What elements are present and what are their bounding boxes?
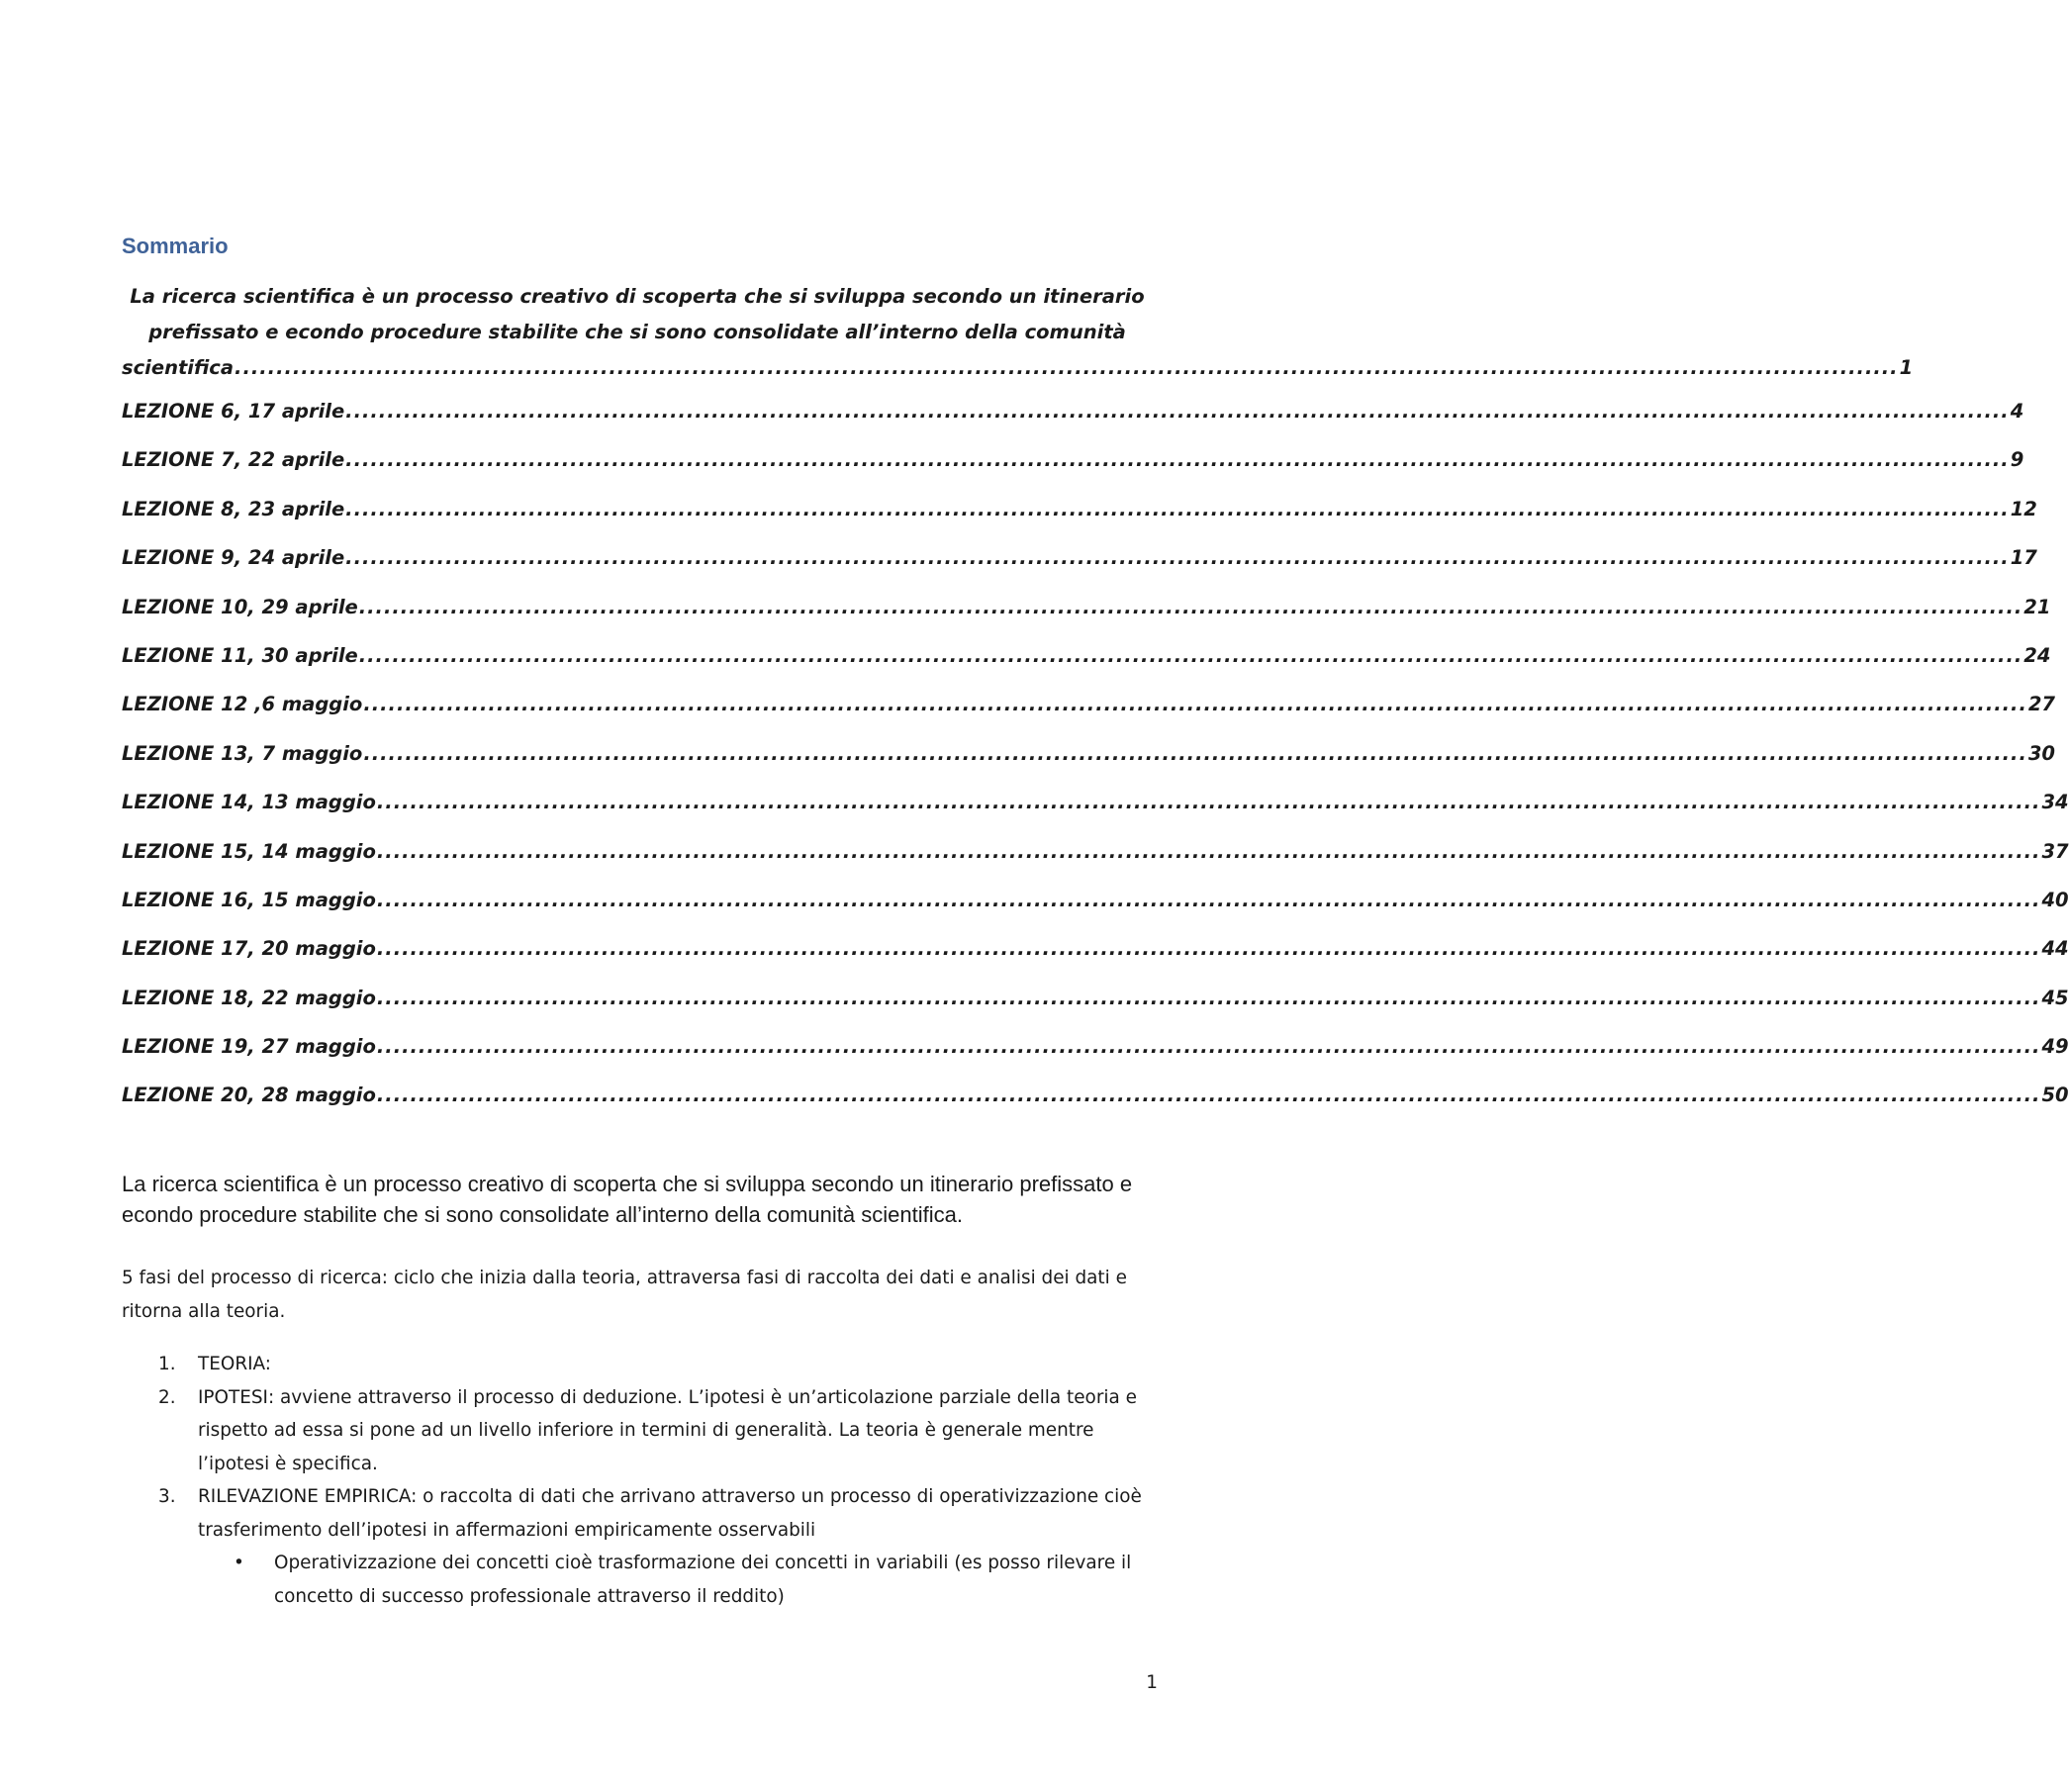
toc-entry[interactable] [122, 497, 2037, 546]
list-item-number: 2. [158, 1386, 176, 1408]
toc-leader-dots: ........................................................................................................................................................................................................ [358, 595, 2023, 618]
toc-entry-page: 17 [2010, 546, 2037, 570]
list-item [122, 1381, 1171, 1481]
toc-leader-dots: ........................................................................................................................................................................................................ [345, 448, 2010, 472]
toc-leader-dots: ........................................................................................................................................................................................................ [345, 400, 2010, 423]
list-item-text: TEORIA: [198, 1354, 271, 1374]
bullet-item [198, 1547, 1171, 1613]
toc-leader-dots: ........................................................................................................................................................................................................ [376, 1035, 2041, 1059]
toc-leader-dots: ........................................................................................................................................................................................................ [363, 741, 2027, 765]
toc-entry-title: LEZIONE 17, 20 maggio [122, 937, 376, 961]
toc-entry-title: LEZIONE 18, 22 maggio [122, 986, 376, 1009]
toc-leader-dots: ........................................................................................................................................................................................................ [363, 693, 2027, 716]
toc-entry[interactable] [122, 839, 2069, 889]
toc-entry[interactable] [122, 595, 2051, 644]
toc-entry-page: 37 [2041, 839, 2069, 863]
toc-entry-intro-line3: scientifica [122, 356, 235, 379]
toc-entry-title: LEZIONE 11, 30 aprile [122, 643, 358, 667]
toc-entry-page: 45 [2041, 986, 2069, 1009]
list-item-text: IPOTESI: avviene attraverso il processo di deduzione. L’ipotesi è un’articolazione parziale della teoria e rispetto ad essa si pone ad un livello inferiore in termini di generalità. La teoria è generale mentre l’ipotesi è specifica. [198, 1386, 1137, 1474]
page-number: 1 [1146, 1672, 1158, 1693]
toc-entry-page: 49 [2041, 1035, 2069, 1059]
toc-entry-page: 12 [2010, 497, 2037, 520]
toc-heading: Sommario [122, 234, 229, 258]
toc-entry-intro[interactable] [122, 279, 1914, 386]
toc-entry[interactable] [122, 546, 2037, 595]
toc-leader-dots: ........................................................................................................................................................................................................ [376, 937, 2041, 961]
list-item [122, 1480, 1171, 1613]
toc-entry[interactable] [122, 1035, 2069, 1084]
toc-leader-dots: ........................................................................................................................................................................................................ [235, 356, 1899, 379]
toc-entry-page: 4 [2010, 400, 2024, 423]
toc-leader-dots: ........................................................................................................................................................................................................ [345, 546, 2010, 570]
list-item-text: RILEVAZIONE EMPIRICA: o raccolta di dati che arrivano attraverso un processo di operativizzazione cioè trasferimento dell’ipotesi in affermazioni empiricamente osservabili [198, 1486, 1142, 1541]
toc-entry-page: 24 [2023, 643, 2051, 667]
toc-leader-dots: ........................................................................................................................................................................................................ [358, 643, 2023, 667]
toc-leader-dots: ........................................................................................................................................................................................................ [376, 888, 2041, 911]
toc-entry[interactable] [122, 693, 2055, 741]
toc-entry[interactable] [122, 643, 2051, 693]
toc-entry-title: LEZIONE 15, 14 maggio [122, 839, 376, 863]
list-item [122, 1348, 1171, 1381]
toc-entry[interactable] [122, 1084, 2069, 1132]
research-phases-paragraph: 5 fasi del processo di ricerca: ciclo che inizia dalla teoria, attraversa fasi di raccolta dei dati e analisi dei dati e ritorna alla teoria. [122, 1268, 1127, 1322]
toc-entry-title: LEZIONE 14, 13 maggio [122, 791, 376, 814]
list-item-number: 3. [158, 1486, 176, 1507]
toc-entry[interactable] [122, 791, 2069, 839]
toc-entry[interactable] [122, 448, 2024, 497]
toc-entry-title: LEZIONE 12 ,6 maggio [122, 693, 363, 716]
toc-list [122, 400, 2069, 1133]
toc-entry-title: LEZIONE 19, 27 maggio [122, 1035, 376, 1059]
toc-entry-title: LEZIONE 16, 15 maggio [122, 888, 376, 911]
toc-entry-title: LEZIONE 20, 28 maggio [122, 1084, 376, 1107]
intro-paragraph: La ricerca scientifica è un processo creativo di scoperta che si sviluppa secondo un itinerario prefissato e econdo procedure stabilite che si sono consolidate all’interno della comunità scientifica. [122, 1172, 1133, 1227]
toc-entry-page: 50 [2041, 1084, 2069, 1107]
toc-entry-page: 44 [2041, 937, 2069, 961]
toc-entry-title: LEZIONE 10, 29 aprile [122, 595, 358, 618]
bullet-icon: • [234, 1553, 244, 1573]
toc-entry[interactable] [122, 986, 2069, 1035]
sub-bullet-list [198, 1547, 1171, 1613]
toc-leader-dots: ........................................................................................................................................................................................................ [376, 839, 2041, 863]
toc-entry[interactable] [122, 741, 2055, 791]
toc-leader-dots: ........................................................................................................................................................................................................ [376, 791, 2041, 814]
toc-leader-dots: ........................................................................................................................................................................................................ [345, 497, 2010, 520]
toc-leader-dots: ........................................................................................................................................................................................................ [376, 1084, 2041, 1107]
toc-entry-title: LEZIONE 13, 7 maggio [122, 741, 363, 765]
research-steps-list [122, 1348, 1171, 1613]
toc-entry-intro-page: 1 [1899, 356, 1914, 379]
toc-entry-title: LEZIONE 9, 24 aprile [122, 546, 345, 570]
toc-entry-title: LEZIONE 7, 22 aprile [122, 448, 345, 472]
toc-entry-page: 40 [2041, 888, 2069, 911]
toc-entry-page: 21 [2023, 595, 2051, 618]
toc-entry-intro-line2: prefissato e econdo procedure stabilite che si sono consolidate all’interno della comunità [148, 321, 1126, 343]
toc-entry-intro-line1: La ricerca scientifica è un processo creativo di scoperta che si sviluppa secondo un itinerario [130, 285, 1145, 308]
toc-entry-page: 27 [2027, 693, 2055, 716]
toc-entry-page: 34 [2041, 791, 2069, 814]
toc-entry-page: 30 [2027, 741, 2055, 765]
toc-entry-page: 9 [2010, 448, 2024, 472]
toc-entry[interactable] [122, 888, 2069, 937]
toc-entry-title: LEZIONE 6, 17 aprile [122, 400, 345, 423]
bullet-item-text: Operativizzazione dei concetti cioè trasformazione dei concetti in variabili (es posso rilevare il concetto di successo professionale attraverso il reddito) [274, 1553, 1132, 1607]
toc-entry[interactable] [122, 400, 2024, 448]
toc-entry-title: LEZIONE 8, 23 aprile [122, 497, 345, 520]
toc-leader-dots: ........................................................................................................................................................................................................ [376, 986, 2041, 1009]
list-item-number: 1. [158, 1354, 176, 1374]
toc-entry[interactable] [122, 937, 2069, 986]
